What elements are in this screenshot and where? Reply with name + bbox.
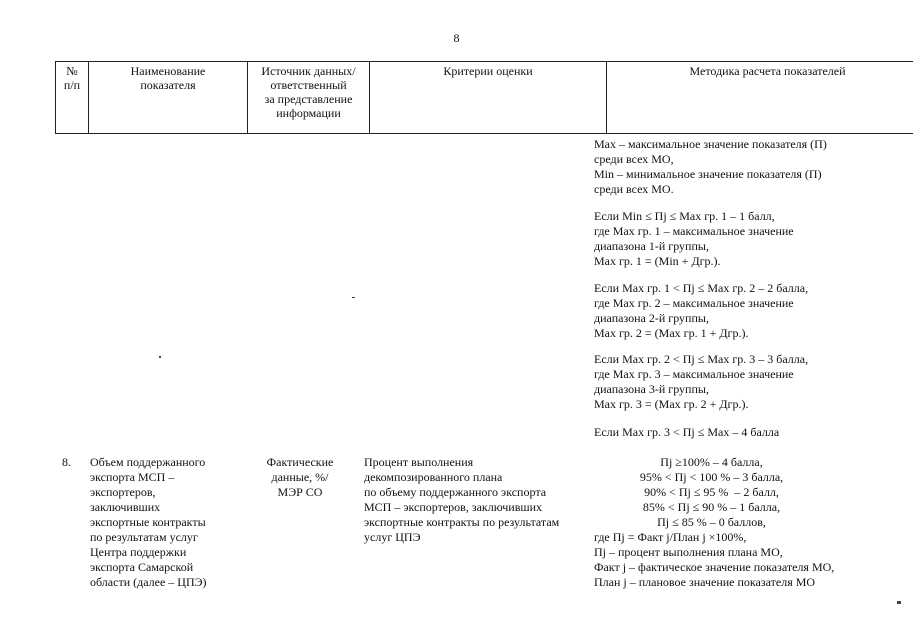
row8-criteria: Процент выполнения декомпозированного плана по объему поддержанного экспорта МСП – экспортеров, заключивших экспортные контракты по результатам услуг ЦПЭ <box>364 455 560 544</box>
header-method: Методика расчета показателей <box>607 62 913 134</box>
row8-number: 8. <box>62 455 71 469</box>
page-number: 8 <box>453 31 460 45</box>
header-criteria: Критерии оценки <box>370 62 607 134</box>
header-source: Источник данных/ ответственный за представление информации <box>248 62 370 134</box>
rule-group-2: Если Max гр. 1 < Пj ≤ Max гр. 2 – 2 балла, где Max гр. 2 – максимальное значение диапазона 2-й группы, Max гр. 2 = (Max гр. 1 + Дгр.). <box>594 281 809 340</box>
max-definition: Max – максимальное значение показателя (П) среди всех МО, <box>594 137 827 166</box>
row8-formula: где Пj = Факт j/План j ×100%, Пj – процент выполнения плана МО, Факт j – фактическое значение показателя МО, План j – плановое значение показателя МО <box>594 530 835 589</box>
min-definition: Min – минимальное значение показателя (П) среди всех МО. <box>594 167 822 196</box>
row8-indicator-name: Объем поддержанного экспорта МСП – экспортеров, заключивших экспортные контракты по результатам услуг Центра поддержки экспорта Самарской области (далее – ЦПЭ) <box>90 455 207 589</box>
scan-speck <box>352 297 355 298</box>
scan-speck <box>897 601 901 604</box>
row8-source: Фактические данные, %/ МЭР СО <box>266 455 334 499</box>
rule-group-1: Если Min ≤ Пj ≤ Max гр. 1 – 1 балл, где Max гр. 1 – максимальное значение диапазона 1-й группы, Max гр. 1 = (Min + Дгр.). <box>594 209 794 268</box>
rule-group-3: Если Max гр. 2 < Пj ≤ Max гр. 3 – 3 балла, где Max гр. 3 – максимальное значение диапазона 3-й группы, Max гр. 3 = (Max гр. 2 + Дгр.). <box>594 352 809 411</box>
rule-group-4: Если Max гр. 3 < Пj ≤ Max – 4 балла <box>594 425 780 439</box>
scan-speck <box>159 356 161 358</box>
header-name: Наименование показателя <box>89 62 248 134</box>
header-num: № п/п <box>56 62 89 134</box>
row8-score-table: Пj ≥100% – 4 балла, 95% < Пj < 100 % – 3 балла, 90% < Пj ≤ 95 % – 2 балл, 85% < Пj ≤ 90 % – 1 балла, Пj ≤ 85 % – 0 баллов, <box>639 455 784 529</box>
header-table <box>55 61 913 134</box>
